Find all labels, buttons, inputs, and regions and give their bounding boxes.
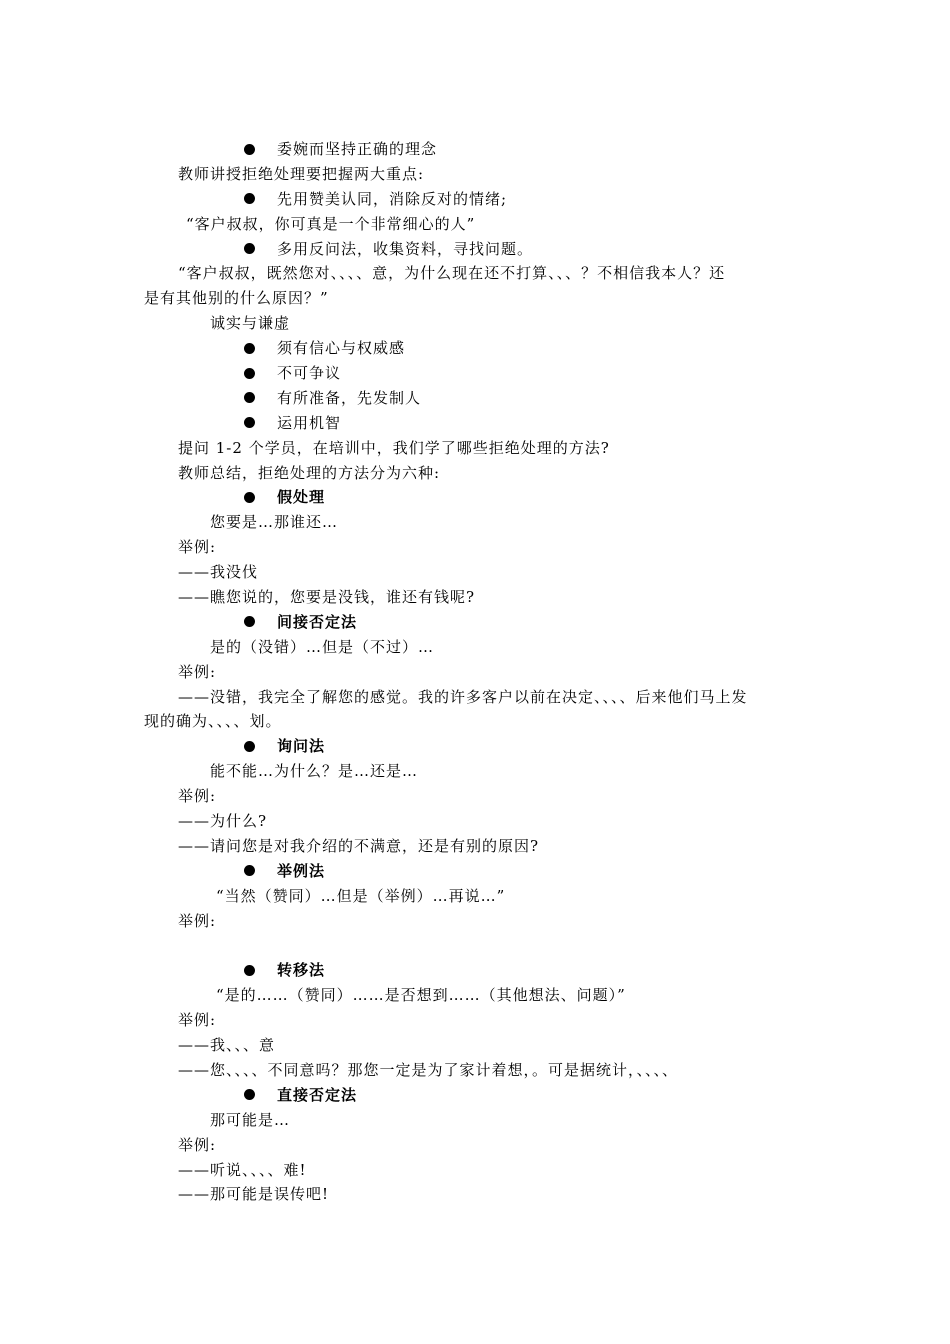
example-label: 举例: (178, 787, 217, 806)
method-formula: 是的（没错）…但是（不过）… (210, 637, 435, 656)
method-formula: 那可能是… (210, 1110, 291, 1129)
example-label: 举例: (178, 1011, 217, 1030)
bullet-item: 须有信心与权威感 (0, 336, 950, 361)
dialogue-line: ——您、、、、不同意吗？那您一定是为了家计着想，。可是据统计，、、、、 (178, 1060, 679, 1079)
dialogue-line: ——请问您是对我介绍的不满意，还是有别的原因? (178, 836, 540, 855)
bullet-item: 不可争议 (0, 361, 950, 386)
example-label: 举例: (178, 911, 217, 930)
dialogue-line: ——没错，我完全了解您的感觉。我的许多客户以前在决定、、、、后来他们马上发 (178, 687, 748, 706)
method-formula: “是的……（赞同）……是否想到……（其他想法、问题）” (216, 986, 626, 1005)
dialogue-line: ——我没伐 (178, 563, 259, 582)
blank-line (0, 934, 950, 959)
bullet-icon (244, 741, 255, 752)
bullet-item: 运用机智 (0, 411, 950, 436)
bullet-icon (244, 144, 255, 155)
method-heading: 假处理 (0, 485, 950, 510)
bullet-item: 多用反问法，收集资料，寻找问题。 (0, 237, 950, 262)
quote-line-continued: 是有其他别的什么原因？” (144, 289, 329, 308)
bullet-item: 有所准备，先发制人 (0, 386, 950, 411)
subheading: 诚实与谦虚 (210, 314, 291, 333)
example-label: 举例: (178, 1135, 217, 1154)
method-heading: 询问法 (0, 734, 950, 759)
method-heading: 举例法 (0, 859, 950, 884)
bullet-icon (244, 492, 255, 503)
method-heading: 间接否定法 (0, 610, 950, 635)
bullet-icon (244, 965, 255, 976)
dialogue-line-continued: 现的确为、、、、划。 (144, 712, 282, 731)
paragraph: 提问 1-2 个学员，在培训中，我们学了哪些拒绝处理的方法? (178, 438, 610, 457)
dialogue-line: ——瞧您说的，您要是没钱，谁还有钱呢? (178, 588, 476, 607)
bullet-icon (244, 243, 255, 254)
bullet-icon (244, 616, 255, 627)
example-label: 举例: (178, 662, 217, 681)
method-formula: 您要是…那谁还… (210, 513, 339, 532)
bullet-icon (244, 343, 255, 354)
bullet-icon (244, 865, 255, 876)
bullet-icon (244, 417, 255, 428)
quote-line: “客户叔叔，你可真是一个非常细心的人” (186, 214, 476, 233)
document-body (0, 137, 950, 1207)
method-formula: “当然（赞同）…但是（举例）…再说…” (216, 886, 506, 905)
method-heading: 转移法 (0, 958, 950, 983)
paragraph: 教师总结，拒绝处理的方法分为六种: (178, 463, 441, 482)
dialogue-line: ——为什么? (178, 812, 268, 831)
method-heading: 直接否定法 (0, 1083, 950, 1108)
bullet-icon (244, 1089, 255, 1100)
dialogue-line: ——那可能是误传吧! (178, 1185, 330, 1204)
dialogue-line: ——我、、、意 (178, 1036, 276, 1055)
paragraph: 教师讲授拒绝处理要把握两大重点: (178, 164, 425, 183)
bullet-icon (244, 193, 255, 204)
dialogue-line: ——听说、、、、难! (178, 1160, 307, 1179)
example-label: 举例: (178, 538, 217, 557)
bullet-icon (244, 392, 255, 403)
bullet-item: 先用赞美认同，消除反对的情绪; (0, 187, 950, 212)
bullet-icon (244, 368, 255, 379)
method-formula: 能不能…为什么？是…还是… (210, 762, 419, 781)
bullet-item: 委婉而坚持正确的理念 (0, 137, 950, 162)
quote-line: “客户叔叔，既然您对、、、、意，为什么现在还不打算、、、？不相信我本人？还 (178, 264, 726, 283)
